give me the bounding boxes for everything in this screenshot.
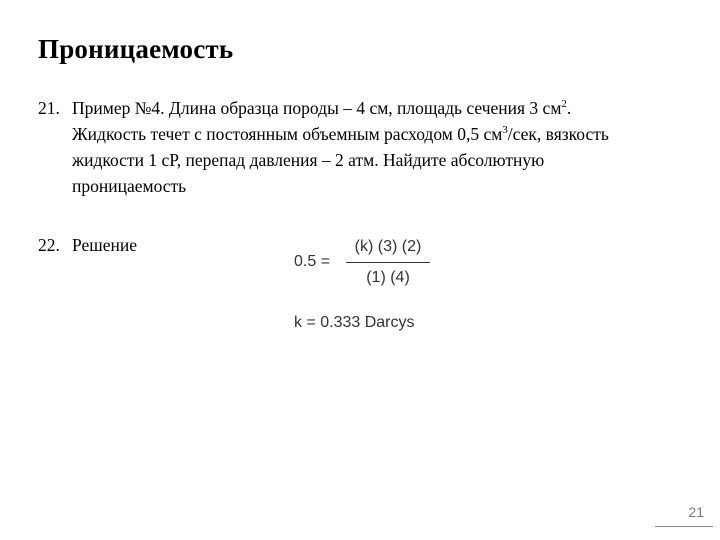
list-item	[38, 95, 698, 199]
page-number: 21	[688, 504, 704, 520]
solution-label: Решение	[72, 235, 138, 255]
page-number-underline	[655, 526, 713, 527]
problem-text-part: Пример №4. Длина образца породы – 4 см, площадь сечения 3 см	[72, 98, 562, 118]
problem-line	[72, 121, 698, 147]
problem-text	[72, 95, 698, 199]
superscript: 2	[561, 98, 567, 111]
problem-line: проницаемость	[72, 176, 187, 196]
list-item-number: 21.	[38, 98, 60, 118]
fraction-denominator: (1) (4)	[366, 269, 410, 286]
problem-line	[72, 95, 698, 121]
equation-result: k = 0.333 Darcys	[294, 314, 415, 331]
fraction-bar	[346, 262, 430, 263]
slide-title: Проницаемость	[38, 34, 234, 64]
equation-lhs: 0.5 =	[294, 253, 331, 270]
fraction-numerator: (k) (3) (2)	[354, 238, 422, 255]
list-item	[38, 232, 137, 258]
problem-text-part: .	[566, 98, 572, 118]
list-item-number: 22.	[38, 235, 60, 255]
fraction	[346, 235, 430, 290]
superscript: 3	[502, 124, 508, 137]
problem-text-part: /сек, вязкость	[507, 124, 609, 144]
problem-text-part: Жидкость течет с постоянным объемным расходом 0,5 см	[72, 124, 503, 144]
problem-line: жидкости 1 сР, перепад давления – 2 атм. Найдите абсолютную	[72, 150, 545, 170]
